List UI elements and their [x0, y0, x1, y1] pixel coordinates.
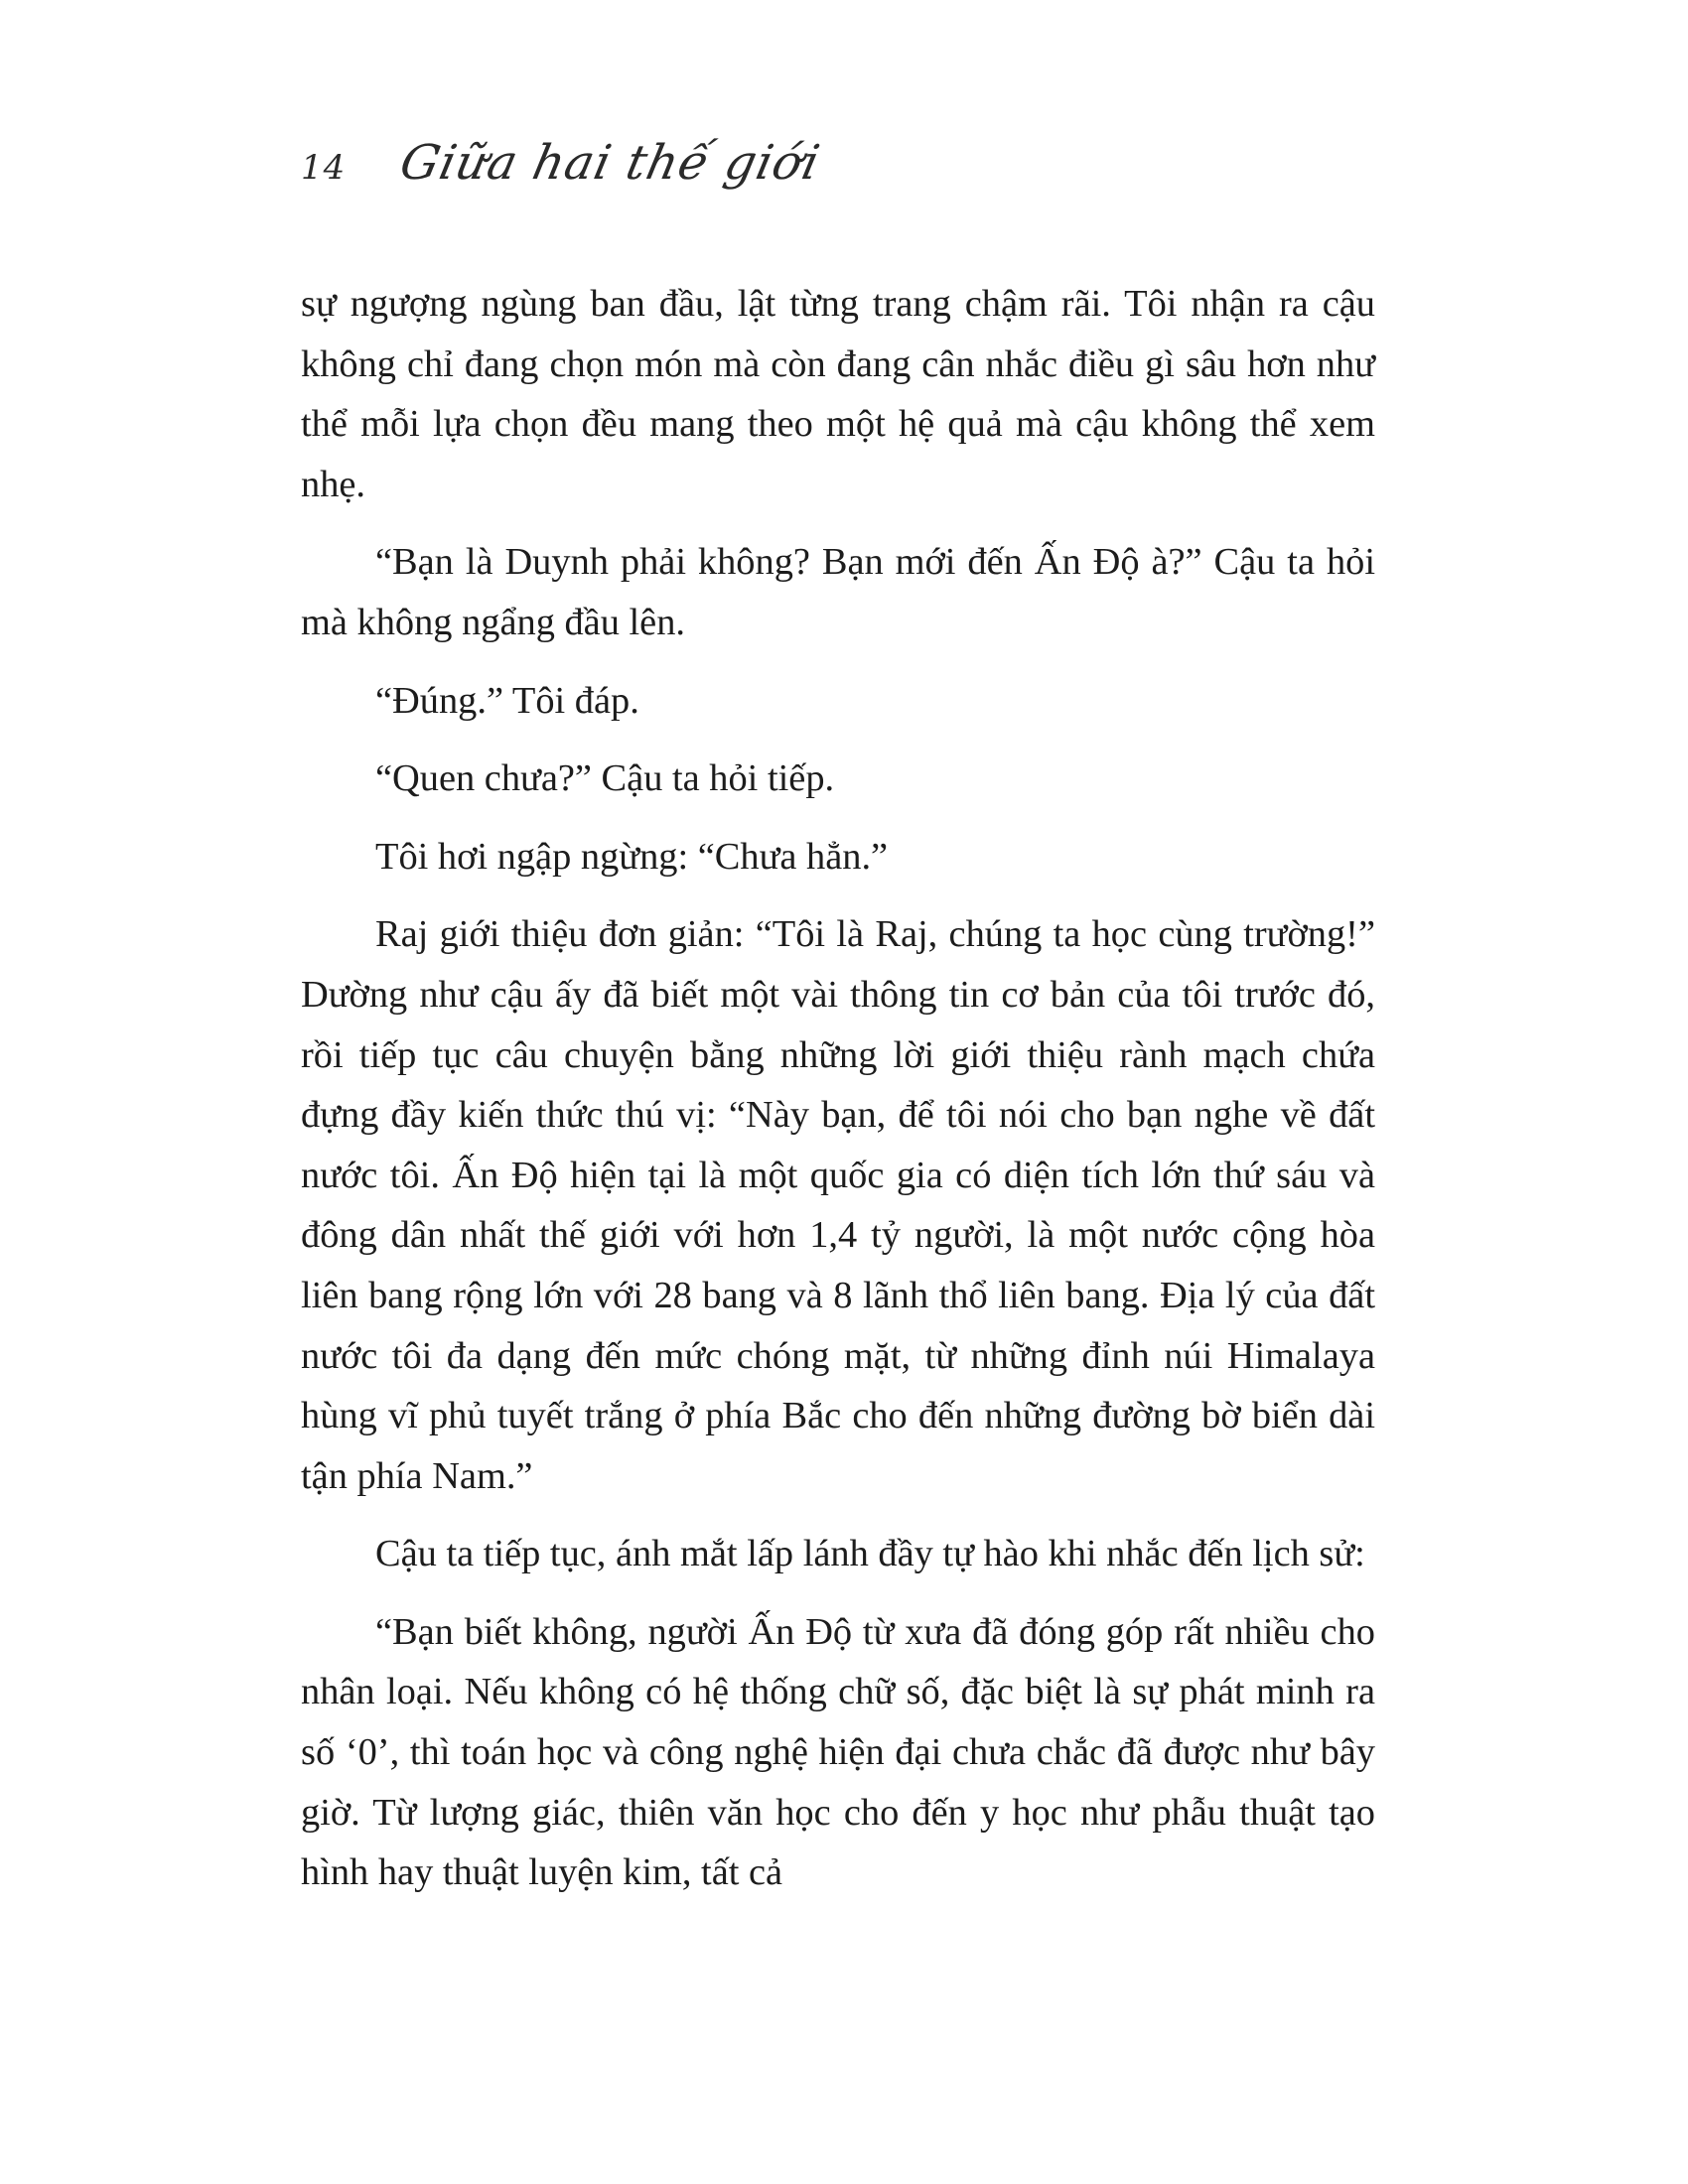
paragraph-narrative: Cậu ta tiếp tục, ánh mắt lấp lánh đầy tự hào khi nhắc đến lịch sử:: [375, 1533, 1365, 1575]
paragraph-dialogue: “Đúng.” Tôi đáp.: [375, 679, 639, 722]
body-text: [301, 274, 1375, 1921]
paragraph-narrative: Raj giới thiệu đơn giản: “Tôi là Raj, chúng ta học cùng trường!” Dường như cậu ấy đã biết một vài thông tin cơ bản của tôi trước đó, rồi tiếp tục câu chuyện bằng những lời giới thiệu rành mạch chứa đựng đầy kiến thức thú vị: “Này bạn, để tôi nói cho bạn nghe về đất nước tôi. Ấn Độ hiện tại là một quốc gia có diện tích lớn thứ sáu và đông dân nhất thế giới với hơn 1,4 tỷ người, là một nước cộng hòa liên bang rộng lớn với 28 bang và 8 lãnh thổ liên bang. Địa lý của đất nước tôi đa dạng đến mức chóng mặt, từ những đỉnh núi Himalaya hùng vĩ phủ tuyết trắng ở phía Bắc cho đến những đường bờ biển dài tận phía Nam.”: [301, 913, 1375, 1497]
paragraph-continuation: sự ngượng ngùng ban đầu, lật từng trang chậm rãi. Tôi nhận ra cậu không chỉ đang chọn món mà còn đang cân nhắc điều gì sâu hơn như thể mỗi lựa chọn đều mang theo một hệ quả mà cậu không thể xem nhẹ.: [301, 283, 1375, 505]
book-title: Giữa hai thế giới: [395, 135, 826, 191]
paragraph-dialogue: “Bạn là Duynh phải không? Bạn mới đến Ấn Độ à?” Cậu ta hỏi mà không ngẩng đầu lên.: [301, 541, 1375, 643]
paragraph-dialogue: Tôi hơi ngập ngừng: “Chưa hẳn.”: [375, 835, 889, 878]
running-header: [301, 135, 826, 214]
paragraph-narrative: “Bạn biết không, người Ấn Độ từ xưa đã đóng góp rất nhiều cho nhân loại. Nếu không có hệ thống chữ số, đặc biệt là sự phát minh ra số ‘0’, thì toán học và công nghệ hiện đại chưa chắc đã được như bây giờ. Từ lượng giác, thiên văn học cho đến y học như phẫu thuật tạo hình hay thuật luyện kim, tất cả: [301, 1610, 1375, 1894]
page-number: 14: [301, 148, 347, 188]
paragraph-dialogue: “Quen chưa?” Cậu ta hỏi tiếp.: [375, 757, 835, 800]
